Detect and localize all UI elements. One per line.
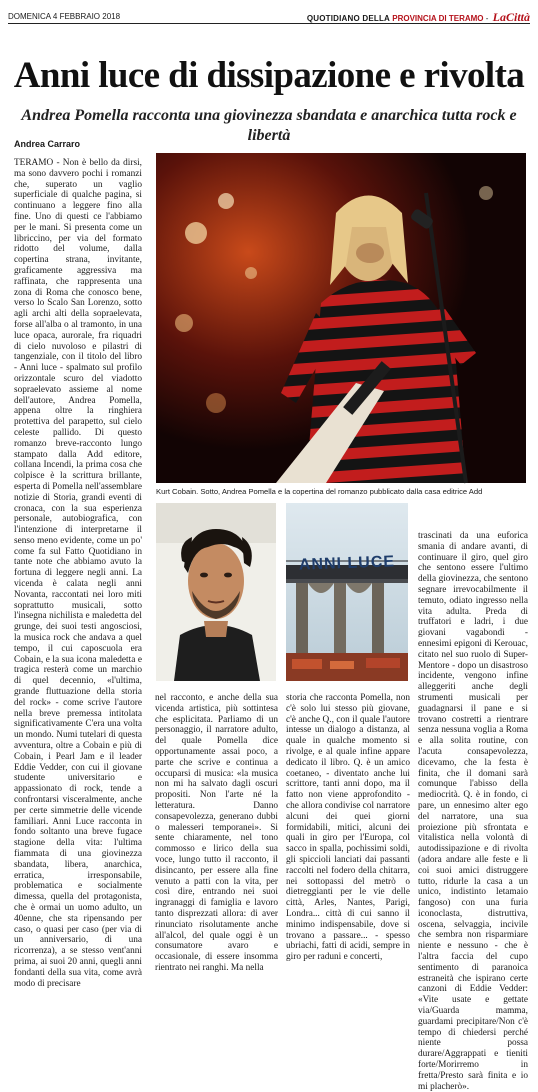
newspaper-masthead xyxy=(8,6,530,24)
article-column-1 xyxy=(14,158,142,989)
column-2-text: nel racconto, e anche della sua vicenda artistica, più sottintesa che esplicitata. Parliamo di un personaggio, il narratore adulto, del quale Pomella dice opportunamente assai poco, a parte che scrive e continua a occuparsi di musica: «la musica non mi ha salvato dagli oscuri propositi. Non l'arte né la letteratura. Danno consapevolezza, generano dubbi o malesseri temporanei». Si sente chiaramente, nel tono commosso e lirico della sua voce, lungo tutto il racconto, il disincanto, per essere alla fine venuto a patti con la vita, per così dire, entrando nei suoi ingranaggi di famiglia e lavoro tanto disprezzati allora: di aver rinunciato risolutamente anche all'alcol, del quale oggi è un consumatore avaro e occasionale, di essere insomma rientrato nei ranghi. Ma nella xyxy=(155,693,278,973)
masthead-separator: - xyxy=(485,14,489,23)
article-column-4 xyxy=(418,531,528,1092)
publication-name: QUOTIDIANO DELLA xyxy=(306,14,391,23)
column-1-text: TERAMO - Non è bello da dirsi, ma sono davvero pochi i romanzi che, superato un vaglio superficiale di qualche pagina, si continuano a leggere fino alla fine. Uno di questi ce l'abbiamo per le mani. Si presenta come un libriccino, per via del formato ridotto del volume, dalla copertina strana, invitante, graficamente aggressiva ma raffinata, che rappresenta una zona di Roma che conosco bene, verso lo Scalo San Lorenzo, sotto agli archi alti della sopraelevata, forse all'alba o al tramonto, in una luce opaca, aurorale, fra riquadri di cielo nuvoloso e pilastri di tangenziale, con il titolo del libro - Anni luce - spalmato sul profilo orizzontale scuro del viadotto sopraelevato assieme al nome dell'autore, Andrea Pomella, appena oltre la ringhiera protettiva del parapetto, sul cielo celeste pallido. Di questo romanzo breve-racconto lungo stampato dalla Add editore, collana Incendi, la prima cosa che colpisce è la scrittura brillante, esperta di Pomella nell'assemblare notizie di Storia, grandi eventi di cronaca, con la sua esperienza personale, autobiografica, con l'intenzione di interpretarne il senso meno evidente, come un po' come fa sul Fatto Quotidiano in tante note che abbiamo avuto la fortuna di leggere negli anni. La vicenda è calata negli anni Novanta, raccontati nei loro miti soprattutto musicali, sotto l'insegna nichilista e maledetta del grunge, dei suoi testi angosciosi, la musica rock che andava a quel tempo, il cui caposcuola era Cobain, e la sua icona maledetta e tragica resterà come un marchio di quel decennio, «l'ultima, grande fluttuazione della storia del rock» - come scrive l'autore nella breve premessa intitolata significativamente C'era una volta un mondo. Numi tutelari di questa avventura, oltre a Cobain e più di Cobain, i Pearl Jam e il leader Eddie Vedder, con cui il giovane studente universitario e appassionato di rock, tende a confrontarsi visceralmente, anche per certe simmetrie delle vicende familiari. Anni Luce racconta in fondo soltanto una breve fugace stagione della vita: l'ultima fiammata di una giovinezza sbandata, libera, anarchica, erratica, irresponsabile, problematica e socialmente dimessa, quella del protagonista, che è ormai un uomo adulto, un 40enne, che sta ripensando per caso, o quasi per caso (per via di un anniversario, di una ricorrenza), a se stesso vent'anni prima, ai suoi 20 anni, quegli anni fondanti della sua vita, come avrà modo di precisare xyxy=(14,158,142,989)
book-cover-image xyxy=(286,503,408,681)
column-4-text: trascinati da una euforica smania di andare avanti, di continuare il giro, quel giro che sentono essere l'ultimo della giovinezza, che sentono segnare irrevocabilmente il temuto, odiato ingresso nella vita adulta. Preda di truffatori e ladri, i due giovani vagabondi - ennesimi epigoni di Kerouac, citato nel suo ruolo di Super-Mentore - dopo un disastroso incidente, vengono infine alleggeriti anche degli strumenti musicali per guadagnarsi il pane e si trovano costretti a rientrare senza nessuna voglia a Roma e alla solita routine, con l'acuta consapevolezza, dicevamo, che la festa è finita, che il domani sarà comunque l'abisso della mediocrità. Q. è in fondo, ci pare, un ennesimo alter ego del narratore, una sua proiezione più sfrontata e vitalistica nella volontà di autodissipazione e di rivolta (adora andare alle feste e lì coi suoi amici distruggere tutto, ridurle la casa a un unico, indistinto letamaio fangoso) con una furia iconoclasta, distruttiva, oscena, selvaggia, incivile che sembra non risparmiare niente e nessuno - che è l'altra faccia del cupo sentimento di paranoica estraneità che ispirano certe canzoni di Eddie Vedder: «Vite usate e gettate via/Guarda mamma, guardami precipitare/Non c'è tempo di chiedersi perché niente possa durare/Aggrappati e tieniti forte/Morirremo in fretta/Presto sarà finita e io mi placherò». xyxy=(418,531,528,1092)
article-column-3 xyxy=(286,693,410,963)
province-name: PROVINCIA DI TERAMO xyxy=(392,14,484,23)
publication-banner xyxy=(307,10,530,25)
article-headline: Anni luce di dissipazione e rivolta xyxy=(13,55,525,96)
article-author: Andrea Carraro xyxy=(14,139,81,149)
issue-date: DOMENICA 4 FEBBRAIO 2018 xyxy=(8,12,121,21)
book-cover-title: ANNI LUCE xyxy=(298,553,396,574)
kurt-cobain-photo xyxy=(156,153,526,483)
photo-caption: Kurt Cobain. Sotto, Andrea Pomella e la copertina del romanzo pubblicato dalla casa editrice Add xyxy=(156,487,483,496)
andrea-pomella-portrait xyxy=(156,503,276,681)
newspaper-logo: LaCittà xyxy=(492,10,530,24)
column-3-text: storia che racconta Pomella, non c'è solo lui stesso più giovane, c'è anche Q., con il quale l'autore intesse un dialogo a distanza, al quale in qualche momento si rivolge, e al quale infine appare dedicato il libro. Q. è un amico coetaneo, - diventato anche lui scrittore, tanti anni dopo, ma il fatto non viene approfondito - che allora condivise col narratore alcuni dei quei giorni formidabili, mitici, alcuni dei quali in giro per l'Europa, col sacco in spalla, pochissimi soldi, gli spiccioli lanciati dai passanti raccolti nel fodero della chitarra, nei sottopassi del metrò o dietreggianti per le vie delle città, Arles, Nantes, Parigi, Londra... città di cui sanno il minimo indispensabile, dove si trovano a passare... - spesso ubriachi, fatti di acidi, sempre in giro per raduni e concerti, xyxy=(286,693,410,963)
article-subtitle: Andrea Pomella racconta una giovinezza sbandata e anarchica tutta rock e libertà xyxy=(21,107,517,144)
article-column-2 xyxy=(155,693,278,973)
